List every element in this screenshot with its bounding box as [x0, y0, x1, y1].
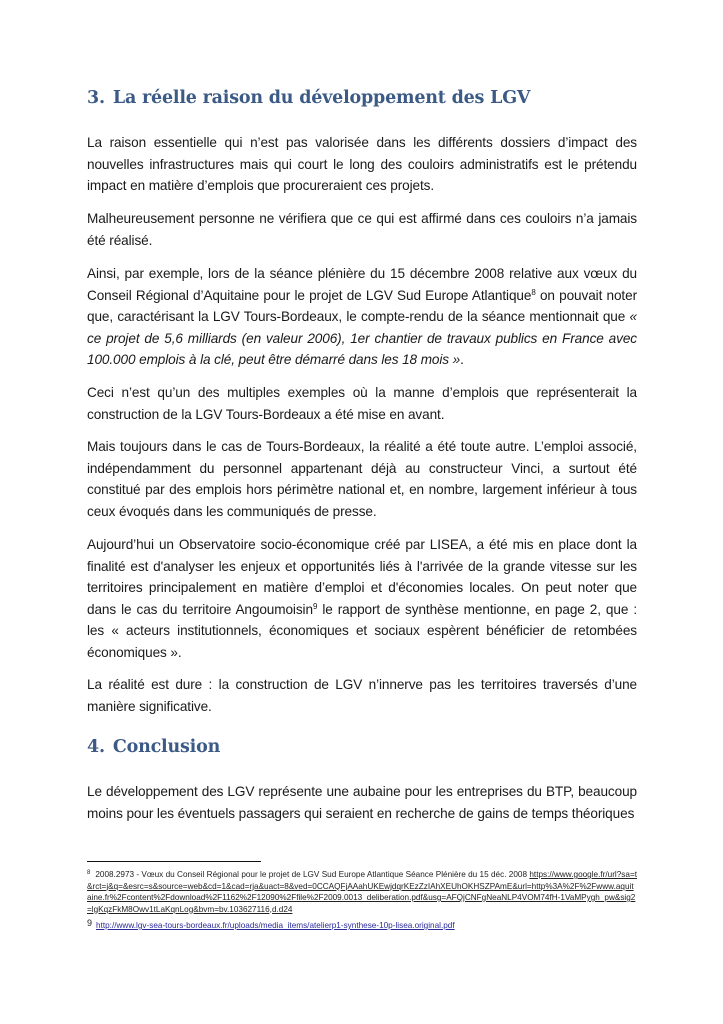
text: Ainsi, par exemple, lors de la séance plénière du 15 décembre 2008 relative aux vœux du Conseil Régional d’Aquitaine pour le projet de LGV Sud Europe Atlantique — [87, 266, 637, 303]
section-number: 4. — [87, 737, 105, 757]
paragraph: Mais toujours dans le cas de Tours-Bordeaux, la réalité a été toute autre. L’emploi associé, indépendamment du personnel appartenant déjà au constructeur Vinci, a surtout été constitué par des emplois hors périmètre national et, en nombre, largement inférieur à tous ceux évoqués dans les communiqués de presse. — [87, 439, 637, 519]
footnote-ref[interactable]: 9 — [312, 601, 318, 611]
quote: « ce projet de 5,6 milliards (en valeur 2006), 1er chantier de travaux publics en France avec 100.000 emplois à la clé, peut être démarré dans les 18 mois » — [87, 309, 637, 368]
footnote-text: 2008.2973 - Vœux du Conseil Régional pour le projet de LGV Sud Europe Atlantique Séance Plénière du 15 déc. 2008 — [95, 870, 528, 879]
footnote-link[interactable]: https://www.google.fr/url?sa=t&rct=j&q=&esrc=s&source=web&cd=1&cad=rja&uact=8&ved=0CCAQFjAAahUKEwjdqrKEzZzIAhXEUhOKHSZPAmE&url=http%3A%2F%2Fwww.aquitaine.fr%2Fcontent%2Fdownload%2F1162%2F12090%2Ffile%2F2009.0013_deliberation.pdf&usg=AFQjCNFgNeaNLP4VOM74fH-1VaMPygh_pw&sig2=lgKqzFkM8Owv1tLaKqnLog&bvm=bv.103627116,d.d24 — [87, 870, 638, 914]
footnote-link[interactable]: http://www.lgv-sea-tours-bordeaux.fr/uploads/media_items/atelierp1-synthese-10p-lisea.original.pdf — [96, 921, 455, 930]
paragraph: Malheureusement personne ne vérifiera que ce qui est affirmé dans ces couloirs n’a jamais été réalisé. — [87, 211, 637, 248]
paragraph — [87, 534, 637, 664]
footnote-number: 9 — [87, 918, 93, 928]
section-3-heading — [87, 88, 530, 108]
footnote-body — [87, 868, 637, 915]
section-title: La réelle raison du développement des LGV — [112, 88, 531, 108]
text: le rapport de synthèse mentionne, en page 2, que : les « acteurs institutionnels, économiques et sociaux espèrent bénéficier de retombées économiques ». — [87, 601, 637, 660]
section-title: Conclusion — [112, 737, 221, 757]
paragraph — [87, 263, 637, 371]
text: . — [460, 352, 464, 368]
section-number: 3. — [87, 88, 105, 108]
footnote-9 — [87, 918, 637, 932]
paragraph: Ceci n’est qu’un des multiples exemples où la manne d’emplois que représenterait la construction de la LGV Tours-Bordeaux a été mise en avant. — [87, 385, 637, 422]
footnote-8 — [87, 868, 637, 915]
footnote-ref[interactable]: 8 — [531, 287, 536, 297]
text: on pouvait noter que, caractérisant la LGV Tours-Bordeaux, le compte-rendu de la séance mentionnait que — [87, 287, 637, 325]
paragraph: Le développement des LGV représente une aubaine pour les entreprises du BTP, beaucoup moins pour les éventuels passagers qui seraient en recherche de gains de temps théoriques — [87, 784, 637, 821]
paragraph: La réalité est dure : la construction de LGV n’innerve pas les territoires traversés d’une manière significative. — [87, 677, 637, 714]
footnote-separator — [87, 861, 261, 862]
text: Aujourd’hui un Observatoire socio-économique créé par LISEA, a été mis en place dont la finalité est d'analyser les enjeux et opportunités liés à l'arrivée de la grande vitesse sur les territoires principalement en matière d’emploi et d'économies locales. On peut noter que dans le cas du territoire Angoumoisin — [87, 537, 637, 617]
section-4-heading — [87, 737, 220, 757]
paragraph: La raison essentielle qui n’est pas valorisée dans les différents dossiers d’impact des nouvelles infrastructures mais qui court le long des couloirs administratifs est le prétendu impact en matière d’emplois que procureraient ces projets. — [87, 135, 637, 194]
footnote-number: 8 — [87, 870, 91, 876]
